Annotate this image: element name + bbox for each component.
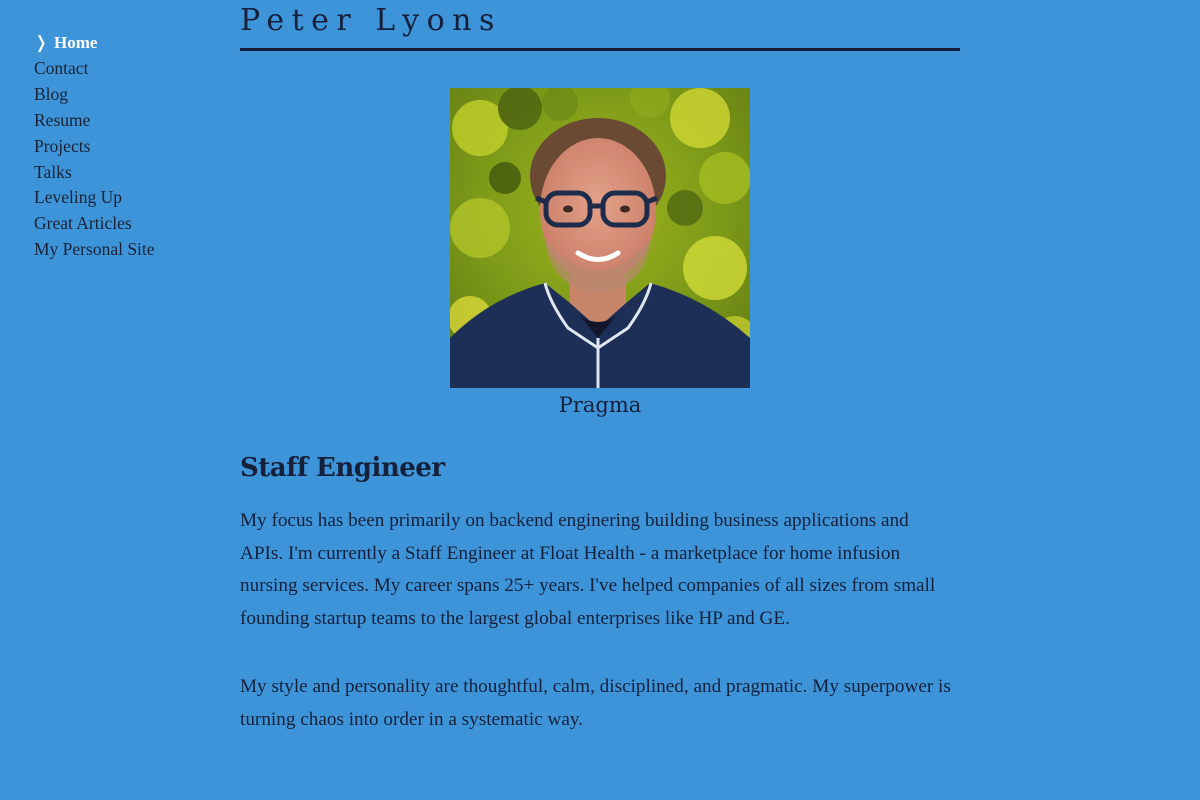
nav-item-blog[interactable]: Blog xyxy=(34,83,69,104)
nav-item-great-articles[interactable]: Great Articles xyxy=(34,213,132,234)
nav-item-contact[interactable]: Contact xyxy=(34,57,89,78)
profile-photo xyxy=(450,88,750,388)
chevron-right-icon: ❭ xyxy=(34,33,49,52)
role-heading: Staff Engineer xyxy=(240,453,445,483)
site-title[interactable]: Peter Lyons xyxy=(240,3,502,38)
title-divider xyxy=(240,48,960,51)
nav-item-leveling-up[interactable]: Leveling Up xyxy=(34,187,122,208)
nav-item-projects[interactable]: Projects xyxy=(34,135,91,156)
nav-item-personal-site[interactable]: My Personal Site xyxy=(34,239,155,260)
style-paragraph: My style and personality are thoughtful, calm, disciplined, and pragmatic. My superpower is turning chaos into order in a systematic way. xyxy=(240,676,951,730)
sidebar-nav xyxy=(34,30,224,263)
nav-item-resume[interactable]: Resume xyxy=(34,109,91,130)
nav-item-home[interactable] xyxy=(34,30,224,56)
nav-item-talks[interactable]: Talks xyxy=(34,161,72,182)
photo-caption: Pragma xyxy=(558,393,642,417)
profile-figure xyxy=(240,88,960,418)
nav-item-label: Home xyxy=(54,33,98,52)
main-content xyxy=(240,0,960,737)
intro-paragraph: My focus has been primarily on backend enginering building business applications and APIs. I'm currently a Staff Engineer at Float Health - a marketplace for home infusion nursing services. My career spans 25+ years. I've helped companies of all sizes from small founding startup teams to the largest global enterprises like HP and GE. xyxy=(240,510,936,629)
